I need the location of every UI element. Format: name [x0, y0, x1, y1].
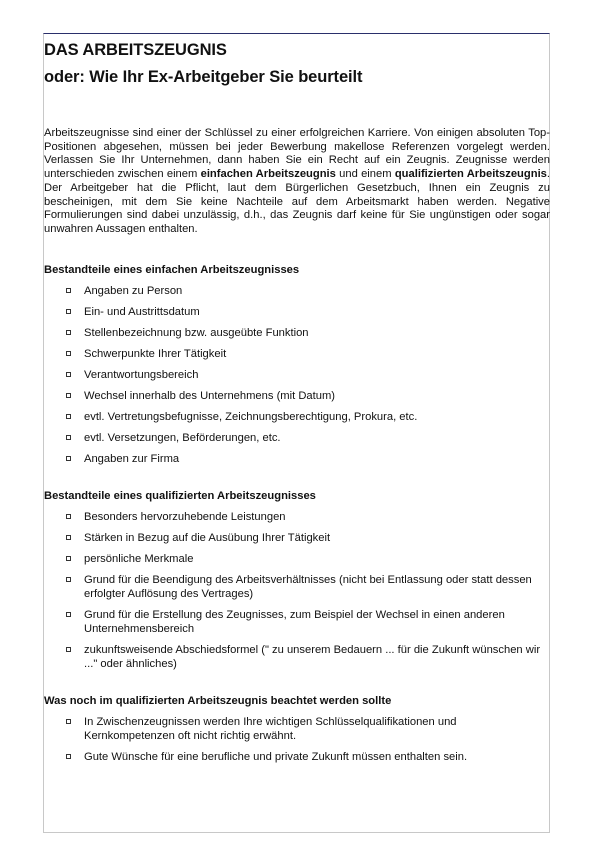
section-heading-einfach: Bestandteile eines einfachen Arbeitszeugnisses: [44, 263, 300, 276]
square-bullet-icon: [66, 754, 71, 759]
list-einfach: [44, 284, 550, 466]
square-bullet-icon: [66, 456, 71, 461]
section-heading-beachten: Was noch im qualifizierten Arbeitszeugnis beachtet werden sollte: [44, 694, 392, 707]
list-item: Stellenbezeichnung bzw. ausgeübte Funktion: [44, 326, 550, 340]
list-item: Angaben zu Person: [44, 284, 550, 298]
square-bullet-icon: [66, 414, 71, 419]
square-bullet-icon: [66, 372, 71, 377]
square-bullet-icon: [66, 514, 71, 519]
document-content: [44, 37, 550, 764]
list-item: Gute Wünsche für eine berufliche und private Zukunft müssen enthalten sein.: [44, 750, 550, 764]
square-bullet-icon: [66, 309, 71, 314]
list-item: Angaben zur Firma: [44, 452, 550, 466]
list-item: evtl. Versetzungen, Beförderungen, etc.: [44, 431, 550, 445]
square-bullet-icon: [66, 351, 71, 356]
intro-text-3: . Der Arbeitgeber hat die Pflicht, laut dem Bürgerlichen Gesetzbuch, Ihnen ein Zeugnis zu bescheinigen, mit dem Sie keine Nachteile auf dem Arbeitsmarkt haben werden. Negative Formulierungen sind dabei unzulässig, d.h., das Zeugnis darf keine für Sie ungünstigen oder sogar unwahren Aussagen enthalten.: [44, 168, 551, 235]
square-bullet-icon: [66, 393, 71, 398]
square-bullet-icon: [66, 435, 71, 440]
intro-text-2: und einem: [335, 168, 395, 181]
list-item: Grund für die Beendigung des Arbeitsverhältnisses (nicht bei Entlassung oder statt dessen erfolgter Auflösung des Vertrages): [44, 573, 550, 601]
intro-paragraph: [44, 127, 550, 237]
list-item: Besonders hervorzuhebende Leistungen: [44, 510, 550, 524]
list-item: Verantwortungsbereich: [44, 368, 550, 382]
square-bullet-icon: [66, 330, 71, 335]
list-item: Stärken in Bezug auf die Ausübung Ihrer Tätigkeit: [44, 531, 550, 545]
square-bullet-icon: [66, 535, 71, 540]
list-item: Schwerpunkte Ihrer Tätigkeit: [44, 347, 550, 361]
list-item: In Zwischenzeugnissen werden Ihre wichtigen Schlüsselqualifikationen und Kernkompetenzen oft nicht richtig erwähnt.: [44, 715, 550, 743]
list-item: evtl. Vertretungsbefugnisse, Zeichnungsberechtigung, Prokura, etc.: [44, 410, 550, 424]
list-item: zukunftsweisende Abschiedsformel (" zu unserem Bedauern ... für die Zukunft wünschen wir ..." oder ähnliches): [44, 643, 550, 671]
list-qualifiziert: [44, 510, 550, 671]
square-bullet-icon: [66, 612, 71, 617]
list-beachten: [44, 715, 550, 764]
intro-bold-einfach: einfachen Arbeitszeugnis: [200, 168, 336, 181]
square-bullet-icon: [66, 556, 71, 561]
title-line-2: oder: Wie Ihr Ex-Arbeitgeber Sie beurteilt: [44, 68, 363, 86]
section-heading-qualifiziert: Bestandteile eines qualifizierten Arbeitszeugnisses: [44, 489, 316, 502]
list-item: Wechsel innerhalb des Unternehmens (mit Datum): [44, 389, 550, 403]
document-title: [44, 37, 550, 91]
square-bullet-icon: [66, 288, 71, 293]
list-item: Ein- und Austrittsdatum: [44, 305, 550, 319]
list-item: persönliche Merkmale: [44, 552, 550, 566]
square-bullet-icon: [66, 719, 71, 724]
square-bullet-icon: [66, 647, 71, 652]
title-line-1: DAS ARBEITSZEUGNIS: [44, 41, 227, 59]
intro-text-1: Arbeitszeugnisse sind einer der Schlüssel zu einer erfolgreichen Karriere. Von einigen absoluten Top-Positionen abgesehen, müssen bei jeder Bewerbung makellose Referenzen vorgelegt werden. Verlassen Sie Ihr Unternehmen, dann haben Sie ein Recht auf ein Zeugnis. Zeugnisse werden unterschieden zwischen einem: [44, 127, 550, 181]
intro-bold-qualifiziert: qualifizierten Arbeitszeugnis: [394, 168, 547, 181]
list-item: Grund für die Erstellung des Zeugnisses, zum Beispiel der Wechsel in einen anderen Unternehmensbereich: [44, 608, 550, 636]
square-bullet-icon: [66, 577, 71, 582]
